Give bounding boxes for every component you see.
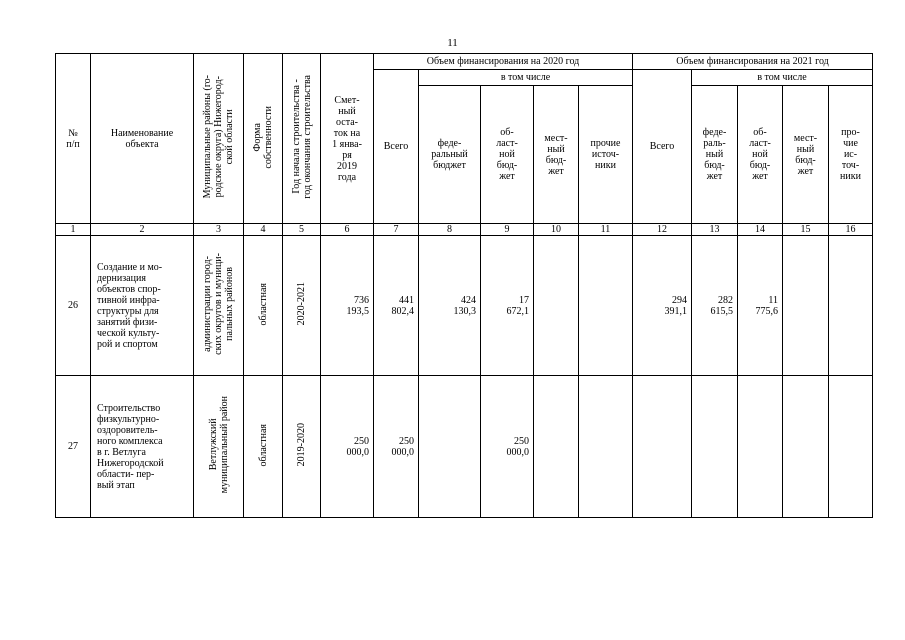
column-number: 7 — [374, 224, 419, 236]
column-number: 14 — [738, 224, 783, 236]
row-years — [283, 376, 321, 518]
header-federal-2021: феде- раль- ный бюд- жет — [692, 86, 738, 224]
column-number: 10 — [534, 224, 579, 236]
row-district — [194, 236, 244, 376]
column-number: 1 — [56, 224, 91, 236]
row-ownership — [244, 236, 283, 376]
row-federal-2021: 282 615,5 — [692, 236, 738, 376]
table-row — [56, 376, 873, 518]
header-ownership — [244, 54, 283, 224]
header-years-text: Год начала строительства - год окончания строительства — [290, 75, 313, 199]
header-total-2021: Всего — [633, 70, 692, 224]
row-other-2020 — [579, 236, 633, 376]
header-ownership-text: Форма собственности — [252, 105, 274, 169]
row-years-text: 2019-2020 — [296, 423, 307, 467]
header-including-2020: в том числе — [419, 70, 633, 86]
row-name: Создание и мо- дернизация объектов спор- тивной инфра- структуры для занятий физи- ческой культу- рой и спортом — [91, 236, 194, 376]
row-other-2021 — [829, 376, 873, 518]
row-estimate: 250 000,0 — [321, 376, 374, 518]
column-number: 4 — [244, 224, 283, 236]
financing-table — [55, 53, 873, 518]
table-row — [56, 236, 873, 376]
header-regional-2020: об- ласт- ной бюд- жет — [481, 86, 534, 224]
row-regional-2021: 11 775,6 — [738, 236, 783, 376]
column-number: 5 — [283, 224, 321, 236]
header-district-text: Муниципальные районы (го- родские округа) Нижегород- ской области — [202, 75, 235, 199]
row-local-2020 — [534, 376, 579, 518]
row-local-2020 — [534, 236, 579, 376]
header-num: № п/п — [56, 54, 91, 224]
column-number: 16 — [829, 224, 873, 236]
row-regional-2020: 17 672,1 — [481, 236, 534, 376]
row-district-text: администрации город- ских округов и муници- пальных районов — [202, 253, 235, 355]
column-number: 15 — [783, 224, 829, 236]
row-num: 26 — [56, 236, 91, 376]
header-other-2021: про- чие ис- точ- ники — [829, 86, 873, 224]
header-district — [194, 54, 244, 224]
column-number: 12 — [633, 224, 692, 236]
column-number: 2 — [91, 224, 194, 236]
header-local-2021: мест- ный бюд- жет — [783, 86, 829, 224]
header-regional-2021: об- ласт- ной бюд- жет — [738, 86, 783, 224]
row-other-2021 — [829, 236, 873, 376]
header-fin2021: Объем финансирования на 2021 год — [633, 54, 873, 70]
row-regional-2021 — [738, 376, 783, 518]
row-name: Строительство физкультурно- оздоровитель- ного комплекса в г. Ветлуга Нижегородской области- пер- вый этап — [91, 376, 194, 518]
row-local-2021 — [783, 376, 829, 518]
row-years-text: 2020-2021 — [296, 282, 307, 326]
row-other-2020 — [579, 376, 633, 518]
row-years — [283, 236, 321, 376]
header-including-2021: в том числе — [692, 70, 873, 86]
row-federal-2021 — [692, 376, 738, 518]
header-name: Наименование объекта — [91, 54, 194, 224]
row-ownership-text: областная — [257, 282, 269, 326]
header-total-2020: Всего — [374, 70, 419, 224]
row-total-2021 — [633, 376, 692, 518]
row-total-2020: 250 000,0 — [374, 376, 419, 518]
header-federal-2020: феде- ральный бюджет — [419, 86, 481, 224]
row-num: 27 — [56, 376, 91, 518]
column-number: 3 — [194, 224, 244, 236]
column-numbers-row — [56, 224, 873, 236]
row-federal-2020: 424 130,3 — [419, 236, 481, 376]
row-regional-2020: 250 000,0 — [481, 376, 534, 518]
row-district — [194, 376, 244, 518]
header-local-2020: мест- ный бюд- жет — [534, 86, 579, 224]
row-ownership-text: областная — [257, 423, 269, 467]
page-number: 11 — [447, 37, 458, 49]
row-total-2021: 294 391,1 — [633, 236, 692, 376]
column-number: 11 — [579, 224, 633, 236]
column-number: 9 — [481, 224, 534, 236]
header-estimate: Смет- ный оста- ток на 1 янва- ря 2019 года — [321, 54, 374, 224]
row-district-text: Ветлужский муниципальный район — [207, 396, 230, 494]
header-years — [283, 54, 321, 224]
row-local-2021 — [783, 236, 829, 376]
column-number: 8 — [419, 224, 481, 236]
row-total-2020: 441 802,4 — [374, 236, 419, 376]
row-federal-2020 — [419, 376, 481, 518]
row-ownership — [244, 376, 283, 518]
header-other-2020: прочие источ- ники — [579, 86, 633, 224]
column-number: 13 — [692, 224, 738, 236]
column-number: 6 — [321, 224, 374, 236]
row-estimate: 736 193,5 — [321, 236, 374, 376]
header-fin2020: Объем финансирования на 2020 год — [374, 54, 633, 70]
